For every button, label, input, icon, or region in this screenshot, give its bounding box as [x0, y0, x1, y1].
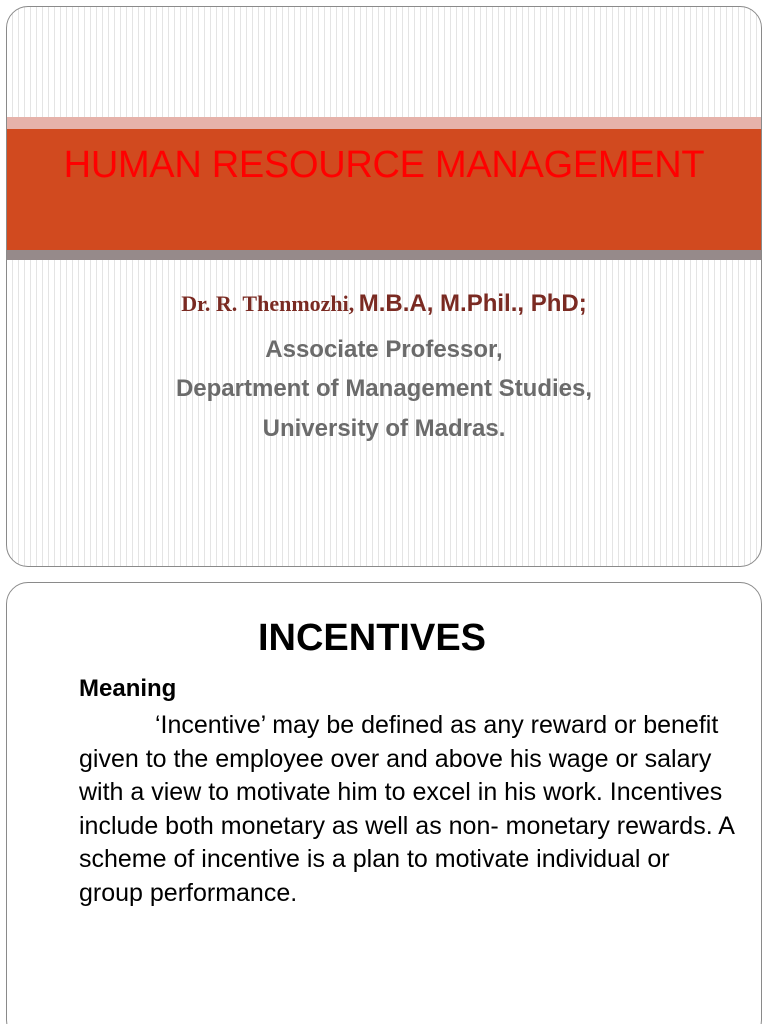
slide-heading: INCENTIVES: [257, 617, 487, 659]
author-line: [7, 290, 761, 318]
title-slide: [6, 6, 762, 567]
definition-paragraph: ‘Incentive’ may be defined as any reward or benefit given to the employee over and above his wage or salary with a view to motivate him to excel in his work. Incentives include both monetary as well as non- monetary rewards. A scheme of incentive is a plan to motivate individual or group performance.: [79, 711, 734, 907]
author-university: University of Madras.: [262, 415, 506, 442]
author-degrees: M.B.A, M.Phil., PhD;: [358, 290, 587, 317]
author-name: Dr. R. Thenmozhi,: [181, 291, 355, 316]
content-slide: [6, 582, 762, 1024]
section-subheading: Meaning: [79, 675, 177, 702]
title-band-top-stripe: [7, 117, 761, 129]
author-department: Department of Management Studies,: [175, 375, 593, 402]
author-position: Associate Professor,: [265, 336, 503, 363]
title-band-bottom-stripe: [7, 250, 761, 260]
slide-title: HUMAN RESOURCE MANAGEMENT: [63, 144, 705, 186]
